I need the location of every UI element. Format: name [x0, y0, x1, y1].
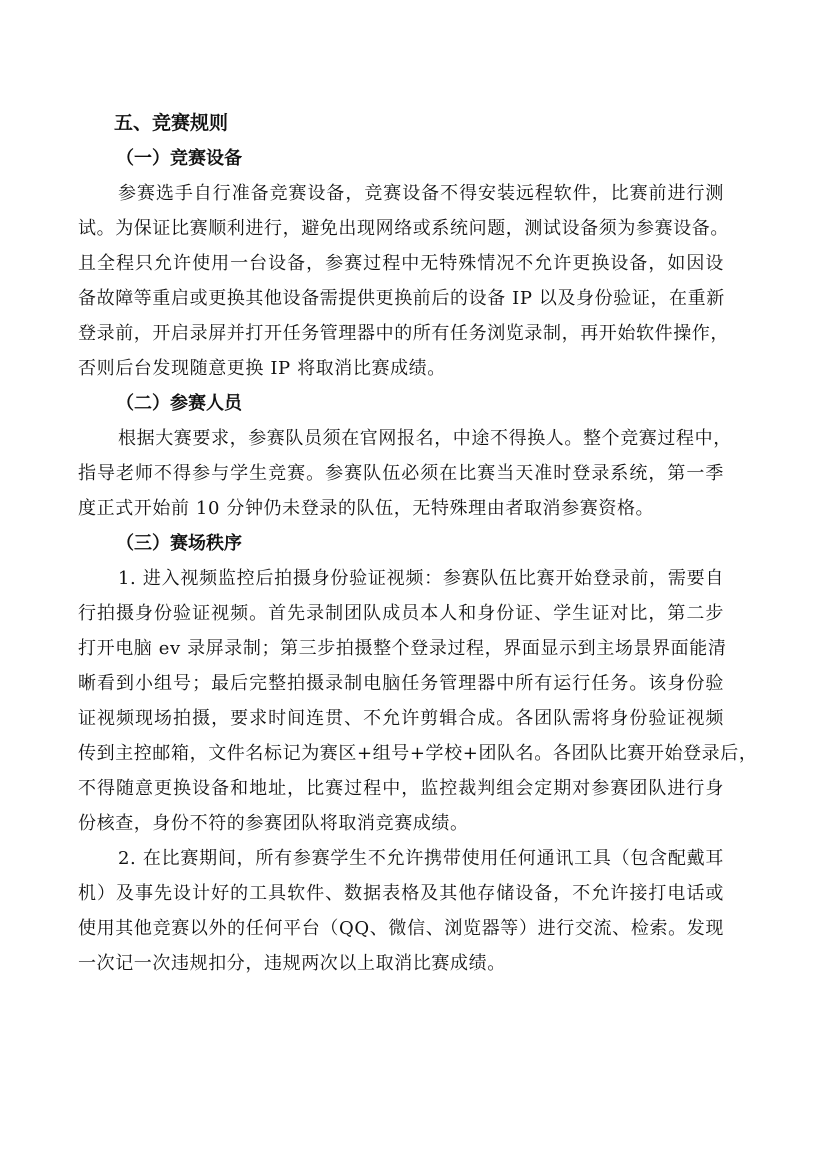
- document-content: [78, 106, 758, 981]
- text-line: 1. 进入视频监控后拍摄身份验证视频：参赛队伍比赛开始登录前，需要自: [118, 568, 724, 589]
- paragraph-participants: [78, 421, 732, 526]
- paragraph-order-1: [78, 561, 758, 841]
- text-line: 证视频现场拍摄，要求时间连贯、不允许剪辑合成。各团队需将身份验证视频: [78, 708, 724, 729]
- text-line: 且全程只允许使用一台设备，参赛过程中无特殊情况不允许更换设备，如因设: [78, 253, 724, 274]
- text-line: 份核查，身份不符的参赛团队将取消竞赛成绩。: [78, 813, 469, 834]
- text-line: 否则后台发现随意更换 IP 将取消比赛成绩。: [78, 358, 446, 379]
- sub-heading-order: （三）赛场秩序: [116, 533, 242, 554]
- text-line: 度正式开始前 10 分钟仍未登录的队伍，无特殊理由者取消参赛资格。: [78, 498, 655, 519]
- sub-heading-participants: （二）参赛人员: [116, 393, 242, 414]
- text-line: 参赛选手自行准备竞赛设备，竞赛设备不得安装远程软件，比赛前进行测: [118, 183, 724, 204]
- text-line: 备故障等重启或更换其他设备需提供更换前后的设备 IP 以及身份验证，在重新: [78, 288, 725, 309]
- text-line: 传到主控邮箱，文件名标记为赛区+组号+学校+团队名。各团队比赛开始登录后，: [78, 743, 758, 764]
- paragraph-equipment: [78, 176, 729, 386]
- section-title: 五、竞赛规则: [114, 112, 229, 134]
- sub-heading-equipment: （一）竞赛设备: [116, 148, 242, 169]
- text-line: 2. 在比赛期间，所有参赛学生不允许携带使用任何通讯工具（包含配戴耳: [118, 848, 724, 869]
- text-line: 打开电脑 ev 录屏录制；第三步拍摄整个登录过程，界面显示到主场景界面能清: [78, 638, 727, 659]
- text-line: 不得随意更换设备和地址，比赛过程中，监控裁判组会定期对参赛团队进行身: [78, 778, 724, 799]
- text-line: 机）及事先设计好的工具软件、数据表格及其他存储设备，不允许接打电话或: [78, 883, 724, 904]
- text-line: 指导老师不得参与学生竞赛。参赛队伍必须在比赛当天准时登录系统，第一季: [78, 463, 724, 484]
- text-line: 试。为保证比赛顺利进行，避免出现网络或系统问题，测试设备须为参赛设备。: [78, 218, 729, 239]
- text-line: 晰看到小组号；最后完整拍摄录制电脑任务管理器中所有运行任务。该身份验: [78, 673, 724, 694]
- text-line: 一次记一次违规扣分，违规两次以上取消比赛成绩。: [78, 953, 506, 974]
- text-line: 根据大赛要求，参赛队员须在官网报名，中途不得换人。整个竞赛过程中，: [118, 428, 732, 449]
- text-line: 使用其他竞赛以外的任何平台（QQ、微信、浏览器等）进行交流、检索。发现: [78, 918, 724, 939]
- text-line: 登录前，开启录屏并打开任务管理器中的所有任务浏览录制，再开始软件操作，: [78, 323, 729, 344]
- text-line: 行拍摄身份验证视频。首先录制团队成员本人和身份证、学生证对比，第二步: [78, 603, 724, 624]
- paragraph-order-2: [78, 841, 724, 981]
